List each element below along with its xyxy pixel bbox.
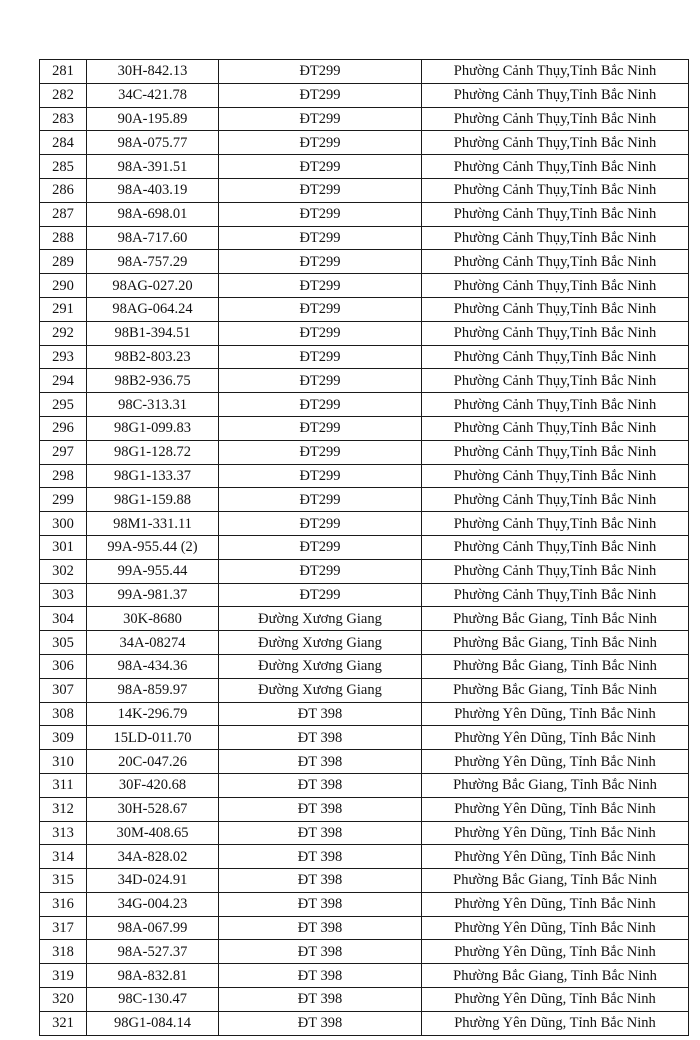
location-cell: Phường Cảnh Thụy,Tỉnh Bắc Ninh <box>422 464 689 488</box>
road-name-cell: ĐT299 <box>219 512 422 536</box>
license-plate-cell: 98A-391.51 <box>87 155 219 179</box>
license-plate-cell: 98A-067.99 <box>87 916 219 940</box>
table-row <box>40 892 689 916</box>
row-number-cell: 316 <box>40 892 87 916</box>
row-number-cell: 304 <box>40 607 87 631</box>
license-plate-cell: 30F-420.68 <box>87 773 219 797</box>
road-name-cell: ĐT 398 <box>219 940 422 964</box>
location-cell: Phường Cảnh Thụy,Tỉnh Bắc Ninh <box>422 155 689 179</box>
road-name-cell: ĐT299 <box>219 226 422 250</box>
location-cell: Phường Cảnh Thụy,Tỉnh Bắc Ninh <box>422 178 689 202</box>
road-name-cell: ĐT299 <box>219 345 422 369</box>
license-plate-cell: 98A-434.36 <box>87 654 219 678</box>
road-name-cell: ĐT 398 <box>219 797 422 821</box>
location-cell: Phường Bắc Giang, Tỉnh Bắc Ninh <box>422 654 689 678</box>
table-row <box>40 321 689 345</box>
row-number-cell: 288 <box>40 226 87 250</box>
location-cell: Phường Bắc Giang, Tỉnh Bắc Ninh <box>422 607 689 631</box>
table-row <box>40 178 689 202</box>
violation-table <box>39 59 689 1036</box>
road-name-cell: ĐT299 <box>219 202 422 226</box>
table-row <box>40 988 689 1012</box>
road-name-cell: ĐT 398 <box>219 869 422 893</box>
location-cell: Phường Bắc Giang, Tỉnh Bắc Ninh <box>422 678 689 702</box>
row-number-cell: 298 <box>40 464 87 488</box>
license-plate-cell: 30H-528.67 <box>87 797 219 821</box>
road-name-cell: ĐT299 <box>219 583 422 607</box>
table-row <box>40 250 689 274</box>
location-cell: Phường Cảnh Thụy,Tỉnh Bắc Ninh <box>422 512 689 536</box>
row-number-cell: 308 <box>40 702 87 726</box>
road-name-cell: ĐT 398 <box>219 702 422 726</box>
location-cell: Phường Cảnh Thụy,Tỉnh Bắc Ninh <box>422 60 689 84</box>
row-number-cell: 286 <box>40 178 87 202</box>
road-name-cell: ĐT299 <box>219 321 422 345</box>
license-plate-cell: 98B1-394.51 <box>87 321 219 345</box>
table-row <box>40 726 689 750</box>
location-cell: Phường Bắc Giang, Tỉnh Bắc Ninh <box>422 869 689 893</box>
table-row <box>40 464 689 488</box>
row-number-cell: 320 <box>40 988 87 1012</box>
road-name-cell: ĐT299 <box>219 440 422 464</box>
table-row <box>40 202 689 226</box>
license-plate-cell: 98G1-084.14 <box>87 1011 219 1035</box>
location-cell: Phường Cảnh Thụy,Tỉnh Bắc Ninh <box>422 416 689 440</box>
license-plate-cell: 98C-130.47 <box>87 988 219 1012</box>
row-number-cell: 313 <box>40 821 87 845</box>
row-number-cell: 303 <box>40 583 87 607</box>
license-plate-cell: 34G-004.23 <box>87 892 219 916</box>
location-cell: Phường Cảnh Thụy,Tỉnh Bắc Ninh <box>422 393 689 417</box>
location-cell: Phường Bắc Giang, Tỉnh Bắc Ninh <box>422 964 689 988</box>
row-number-cell: 290 <box>40 274 87 298</box>
road-name-cell: ĐT 398 <box>219 916 422 940</box>
table-row <box>40 821 689 845</box>
row-number-cell: 287 <box>40 202 87 226</box>
license-plate-cell: 14K-296.79 <box>87 702 219 726</box>
location-cell: Phường Cảnh Thụy,Tỉnh Bắc Ninh <box>422 202 689 226</box>
row-number-cell: 307 <box>40 678 87 702</box>
table-row <box>40 607 689 631</box>
license-plate-cell: 34A-828.02 <box>87 845 219 869</box>
location-cell: Phường Yên Dũng, Tỉnh Bắc Ninh <box>422 916 689 940</box>
road-name-cell: ĐT299 <box>219 393 422 417</box>
road-name-cell: ĐT299 <box>219 535 422 559</box>
table-row <box>40 654 689 678</box>
road-name-cell: ĐT299 <box>219 274 422 298</box>
row-number-cell: 282 <box>40 83 87 107</box>
road-name-cell: ĐT299 <box>219 131 422 155</box>
row-number-cell: 281 <box>40 60 87 84</box>
location-cell: Phường Yên Dũng, Tỉnh Bắc Ninh <box>422 845 689 869</box>
table-row <box>40 750 689 774</box>
location-cell: Phường Cảnh Thụy,Tỉnh Bắc Ninh <box>422 488 689 512</box>
table-row <box>40 773 689 797</box>
row-number-cell: 283 <box>40 107 87 131</box>
road-name-cell: ĐT299 <box>219 488 422 512</box>
license-plate-cell: 98G1-099.83 <box>87 416 219 440</box>
license-plate-cell: 99A-955.44 <box>87 559 219 583</box>
location-cell: Phường Cảnh Thụy,Tỉnh Bắc Ninh <box>422 321 689 345</box>
license-plate-cell: 34C-421.78 <box>87 83 219 107</box>
road-name-cell: ĐT 398 <box>219 773 422 797</box>
row-number-cell: 315 <box>40 869 87 893</box>
road-name-cell: Đường Xương Giang <box>219 607 422 631</box>
table-row <box>40 869 689 893</box>
table-row <box>40 845 689 869</box>
location-cell: Phường Cảnh Thụy,Tỉnh Bắc Ninh <box>422 297 689 321</box>
location-cell: Phường Cảnh Thụy,Tỉnh Bắc Ninh <box>422 440 689 464</box>
table-row <box>40 345 689 369</box>
location-cell: Phường Yên Dũng, Tỉnh Bắc Ninh <box>422 821 689 845</box>
table-row <box>40 440 689 464</box>
road-name-cell: ĐT299 <box>219 60 422 84</box>
table-row <box>40 488 689 512</box>
location-cell: Phường Cảnh Thụy,Tỉnh Bắc Ninh <box>422 83 689 107</box>
table-row <box>40 1011 689 1035</box>
road-name-cell: ĐT299 <box>219 297 422 321</box>
row-number-cell: 306 <box>40 654 87 678</box>
license-plate-cell: 98A-832.81 <box>87 964 219 988</box>
license-plate-cell: 99A-955.44 (2) <box>87 535 219 559</box>
license-plate-cell: 98A-859.97 <box>87 678 219 702</box>
road-name-cell: ĐT 398 <box>219 892 422 916</box>
table-row <box>40 964 689 988</box>
road-name-cell: ĐT 398 <box>219 964 422 988</box>
license-plate-cell: 98AG-064.24 <box>87 297 219 321</box>
license-plate-cell: 30M-408.65 <box>87 821 219 845</box>
road-name-cell: ĐT 398 <box>219 1011 422 1035</box>
license-plate-cell: 98AG-027.20 <box>87 274 219 298</box>
road-name-cell: ĐT299 <box>219 250 422 274</box>
row-number-cell: 310 <box>40 750 87 774</box>
location-cell: Phường Cảnh Thụy,Tỉnh Bắc Ninh <box>422 250 689 274</box>
location-cell: Phường Yên Dũng, Tỉnh Bắc Ninh <box>422 726 689 750</box>
table-row <box>40 83 689 107</box>
road-name-cell: ĐT299 <box>219 416 422 440</box>
location-cell: Phường Cảnh Thụy,Tỉnh Bắc Ninh <box>422 226 689 250</box>
row-number-cell: 312 <box>40 797 87 821</box>
location-cell: Phường Cảnh Thụy,Tỉnh Bắc Ninh <box>422 345 689 369</box>
license-plate-cell: 98G1-133.37 <box>87 464 219 488</box>
table-row <box>40 60 689 84</box>
road-name-cell: ĐT299 <box>219 178 422 202</box>
location-cell: Phường Cảnh Thụy,Tỉnh Bắc Ninh <box>422 583 689 607</box>
row-number-cell: 319 <box>40 964 87 988</box>
location-cell: Phường Yên Dũng, Tỉnh Bắc Ninh <box>422 702 689 726</box>
row-number-cell: 289 <box>40 250 87 274</box>
location-cell: Phường Yên Dũng, Tỉnh Bắc Ninh <box>422 797 689 821</box>
table-row <box>40 631 689 655</box>
table-row <box>40 678 689 702</box>
license-plate-cell: 98A-527.37 <box>87 940 219 964</box>
location-cell: Phường Yên Dũng, Tỉnh Bắc Ninh <box>422 750 689 774</box>
license-plate-cell: 98G1-159.88 <box>87 488 219 512</box>
license-plate-cell: 98G1-128.72 <box>87 440 219 464</box>
table-row <box>40 535 689 559</box>
location-cell: Phường Cảnh Thụy,Tỉnh Bắc Ninh <box>422 535 689 559</box>
location-cell: Phường Cảnh Thụy,Tỉnh Bắc Ninh <box>422 369 689 393</box>
location-cell: Phường Yên Dũng, Tỉnh Bắc Ninh <box>422 988 689 1012</box>
row-number-cell: 296 <box>40 416 87 440</box>
road-name-cell: ĐT299 <box>219 107 422 131</box>
table-row <box>40 797 689 821</box>
row-number-cell: 294 <box>40 369 87 393</box>
license-plate-cell: 98B2-803.23 <box>87 345 219 369</box>
row-number-cell: 299 <box>40 488 87 512</box>
table-row <box>40 226 689 250</box>
location-cell: Phường Cảnh Thụy,Tỉnh Bắc Ninh <box>422 559 689 583</box>
location-cell: Phường Cảnh Thụy,Tỉnh Bắc Ninh <box>422 131 689 155</box>
table-row <box>40 393 689 417</box>
license-plate-cell: 34A-08274 <box>87 631 219 655</box>
license-plate-cell: 98A-757.29 <box>87 250 219 274</box>
road-name-cell: ĐT299 <box>219 83 422 107</box>
row-number-cell: 314 <box>40 845 87 869</box>
location-cell: Phường Yên Dũng, Tỉnh Bắc Ninh <box>422 940 689 964</box>
road-name-cell: ĐT 398 <box>219 821 422 845</box>
table-row <box>40 274 689 298</box>
row-number-cell: 284 <box>40 131 87 155</box>
table-row <box>40 155 689 179</box>
row-number-cell: 317 <box>40 916 87 940</box>
location-cell: Phường Yên Dũng, Tỉnh Bắc Ninh <box>422 1011 689 1035</box>
road-name-cell: ĐT 398 <box>219 726 422 750</box>
row-number-cell: 301 <box>40 535 87 559</box>
table-row <box>40 940 689 964</box>
row-number-cell: 300 <box>40 512 87 536</box>
license-plate-cell: 98A-717.60 <box>87 226 219 250</box>
license-plate-cell: 30K-8680 <box>87 607 219 631</box>
row-number-cell: 318 <box>40 940 87 964</box>
table-row <box>40 107 689 131</box>
row-number-cell: 291 <box>40 297 87 321</box>
row-number-cell: 285 <box>40 155 87 179</box>
road-name-cell: Đường Xương Giang <box>219 631 422 655</box>
table-row <box>40 297 689 321</box>
table-body <box>40 60 689 1036</box>
row-number-cell: 297 <box>40 440 87 464</box>
table-row <box>40 916 689 940</box>
table-row <box>40 702 689 726</box>
road-name-cell: ĐT299 <box>219 155 422 179</box>
road-name-cell: ĐT 398 <box>219 750 422 774</box>
road-name-cell: ĐT299 <box>219 369 422 393</box>
license-plate-cell: 20C-047.26 <box>87 750 219 774</box>
location-cell: Phường Bắc Giang, Tỉnh Bắc Ninh <box>422 631 689 655</box>
row-number-cell: 292 <box>40 321 87 345</box>
road-name-cell: Đường Xương Giang <box>219 678 422 702</box>
table-row <box>40 369 689 393</box>
row-number-cell: 311 <box>40 773 87 797</box>
table-row <box>40 131 689 155</box>
road-name-cell: Đường Xương Giang <box>219 654 422 678</box>
row-number-cell: 302 <box>40 559 87 583</box>
license-plate-cell: 30H-842.13 <box>87 60 219 84</box>
row-number-cell: 321 <box>40 1011 87 1035</box>
table-row <box>40 512 689 536</box>
license-plate-cell: 98M1-331.11 <box>87 512 219 536</box>
license-plate-cell: 15LD-011.70 <box>87 726 219 750</box>
road-name-cell: ĐT 398 <box>219 845 422 869</box>
location-cell: Phường Yên Dũng, Tỉnh Bắc Ninh <box>422 892 689 916</box>
table-row <box>40 416 689 440</box>
row-number-cell: 293 <box>40 345 87 369</box>
location-cell: Phường Cảnh Thụy,Tỉnh Bắc Ninh <box>422 274 689 298</box>
row-number-cell: 309 <box>40 726 87 750</box>
license-plate-cell: 98A-403.19 <box>87 178 219 202</box>
row-number-cell: 295 <box>40 393 87 417</box>
table-row <box>40 583 689 607</box>
road-name-cell: ĐT 398 <box>219 988 422 1012</box>
table-row <box>40 559 689 583</box>
license-plate-cell: 98A-075.77 <box>87 131 219 155</box>
road-name-cell: ĐT299 <box>219 464 422 488</box>
road-name-cell: ĐT299 <box>219 559 422 583</box>
license-plate-cell: 34D-024.91 <box>87 869 219 893</box>
location-cell: Phường Cảnh Thụy,Tỉnh Bắc Ninh <box>422 107 689 131</box>
license-plate-cell: 98B2-936.75 <box>87 369 219 393</box>
license-plate-cell: 99A-981.37 <box>87 583 219 607</box>
location-cell: Phường Bắc Giang, Tỉnh Bắc Ninh <box>422 773 689 797</box>
license-plate-cell: 90A-195.89 <box>87 107 219 131</box>
row-number-cell: 305 <box>40 631 87 655</box>
license-plate-cell: 98C-313.31 <box>87 393 219 417</box>
license-plate-cell: 98A-698.01 <box>87 202 219 226</box>
